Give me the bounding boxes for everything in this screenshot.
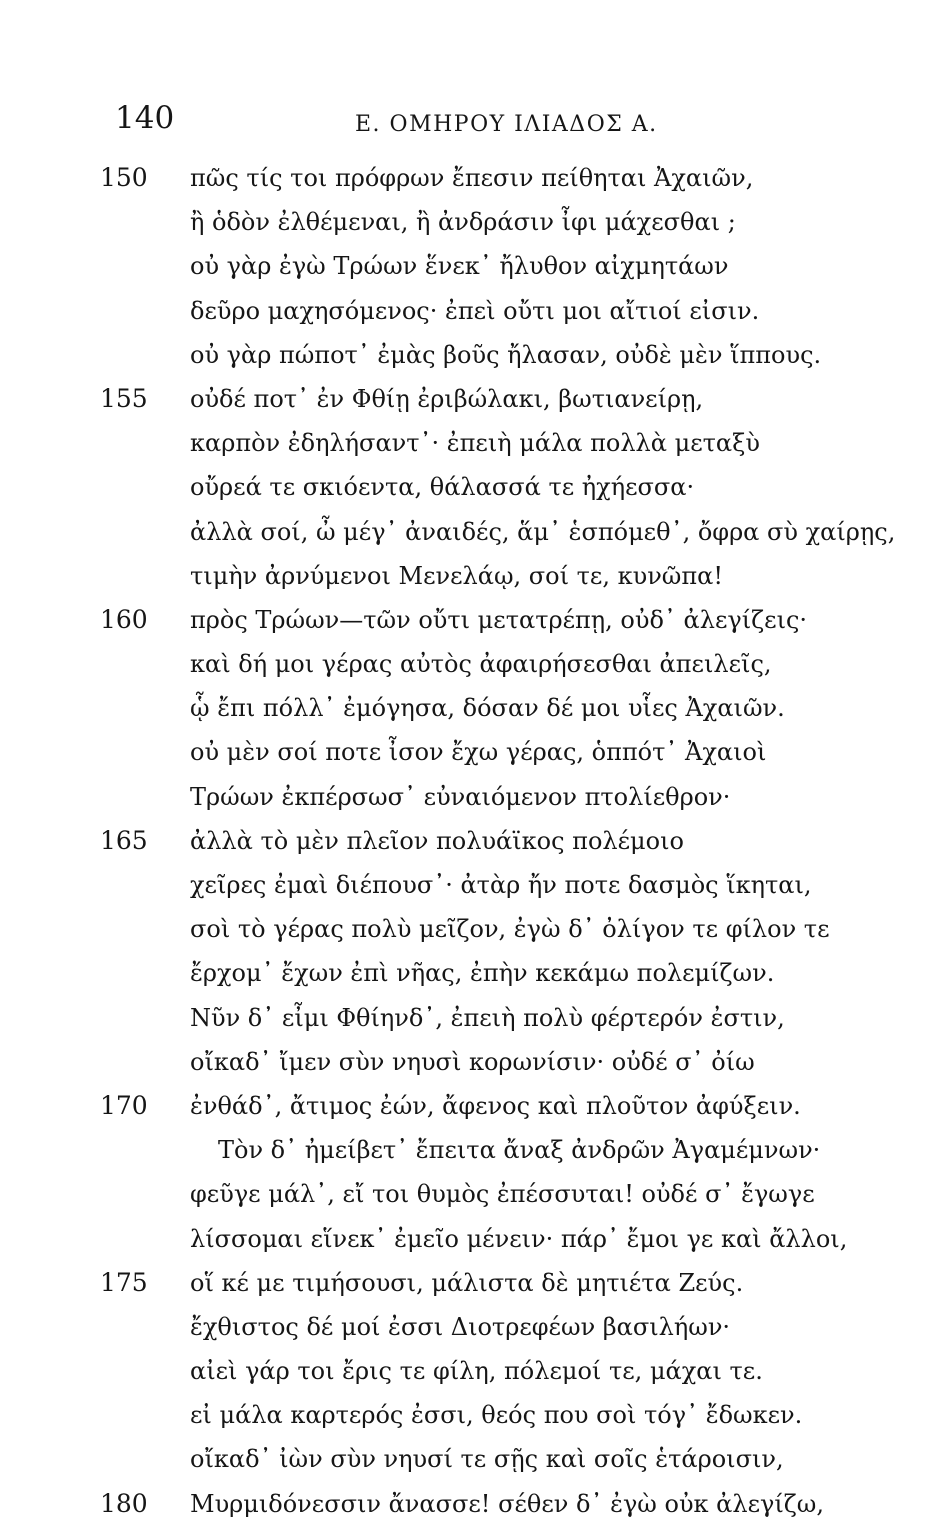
line-number: 165 [100,825,148,855]
verse-text: καὶ δή μοι γέρας αὐτὸς ἀφαιρήσεσθαι ἀπειλεῖς, [190,650,772,679]
verse-line [100,1305,820,1349]
verse-text: αἰεὶ γάρ τοι ἔρις τε φίλη, πόλεμοί τε, μάχαι τε. [190,1357,763,1386]
verse-line [100,1482,824,1526]
verse-line [100,1217,848,1261]
verse-line [100,377,820,421]
verse-line [100,1437,820,1481]
verse-text: οὔρεά τε σκιόεντα, θάλασσά τε ἠχήεσσα· [190,473,695,502]
page-header [115,100,695,150]
verse-text: οἵ κέ με τιμήσουσι, μάλιστα δὲ μητιέτα Ζεύς. [190,1268,744,1297]
page-number: 140 [115,100,175,136]
verse-text: λίσσομαι εἵνεκ᾽ ἐμεῖο μένειν· πάρ᾽ ἔμοι γε καὶ ἄλλοι, [190,1224,848,1253]
verse-line [100,156,820,200]
running-head: Ε. ΟΜΗΡΟΥ ΙΛΙΑΔΟΣ Α. [355,112,658,137]
line-number: 175 [100,1267,148,1297]
verse-text: ἔχθιστος δέ μοί ἐσσι Διοτρεφέων βασιλήων· [190,1312,731,1341]
verse-line [100,421,820,465]
verse-line [100,686,820,730]
verse-text: Τὸν δ᾽ ἠμείβετ᾽ ἔπειτα ἄναξ ἀνδρῶν Ἀγαμέμνων· [218,1136,821,1165]
verse-line [100,554,820,598]
verse-text: οἴκαδ᾽ ἰὼν σὺν νηυσί τε σῇς καὶ σοῖς ἑτάροισιν, [190,1445,784,1474]
verse-line [100,730,820,774]
verse-line [100,951,820,995]
verse-text: δεῦρο μαχησόμενος· ἐπεὶ οὔτι μοι αἴτιοί εἰσιν. [190,296,760,325]
verse-text: πρὸς Τρώων—τῶν οὔτι μετατρέπῃ, οὐδ᾽ ἀλεγίζεις· [190,605,808,634]
verse-text: πῶς τίς τοι πρόφρων ἔπεσιν πείθηται Ἀχαιῶν, [190,164,754,192]
line-number: 155 [100,383,148,413]
verse-text: εἰ μάλα καρτερός ἐσσι, θεός που σοὶ τόγ᾽ ἔδωκεν. [190,1401,803,1430]
verse-text: τιμὴν ἀρνύμενοι Μενελάῳ, σοί τε, κυνῶπα! [190,561,723,590]
verse-line [100,465,820,509]
verse-text: οὐ μὲν σοί ποτε ἶσον ἔχω γέρας, ὁππότ᾽ Ἀχαιοὶ [190,738,767,767]
line-number: 180 [100,1488,148,1518]
verse-line [100,1349,820,1393]
verse-text: καρπὸν ἐδηλήσαντ᾽· ἐπειὴ μάλα πολλὰ μεταξὺ [190,429,760,458]
verse-line [100,289,820,333]
verse-line [100,1261,820,1305]
verse-line [100,1084,820,1128]
verse-text: ἀλλὰ σοί, ὦ μέγ᾽ ἀναιδές, ἅμ᾽ ἑσπόμεθ᾽, ὄφρα σὺ χαίρῃς, [190,517,896,546]
verse-text: οἴκαδ᾽ ἴμεν σὺν νηυσὶ κορωνίσιν· οὐδέ σ᾽ ὀίω [190,1047,755,1076]
verse-text: οὐ γὰρ πώποτ᾽ ἐμὰς βοῦς ἤλασαν, οὐδὲ μὲν ἵππους. [190,340,822,369]
verse-block [100,156,896,1526]
verse-text: ἔρχομ᾽ ἔχων ἐπὶ νῆας, ἐπὴν κεκάμω πολεμίζων. [190,959,775,988]
verse-line [100,200,820,244]
verse-line [100,1040,820,1084]
verse-line [100,819,820,863]
verse-text: χεῖρες ἐμαὶ διέπουσ᾽· ἀτὰρ ἤν ποτε δασμὸς ἵκηται, [190,871,812,899]
verse-text: οὐδέ ποτ᾽ ἐν Φθίῃ ἐριβώλακι, βωτιανείρῃ, [190,384,704,413]
verse-line [100,510,896,554]
verse-text: ἢ ὁδὸν ἐλθέμεναι, ἢ ἀνδράσιν ἶφι μάχεσθαι ; [190,208,736,237]
verse-text: ἀλλὰ τὸ μὲν πλεῖον πολυάϊκος πολέμοιο [190,826,684,855]
verse-line [100,863,820,907]
verse-line [100,1172,820,1216]
verse-line [100,244,820,288]
verse-line [100,907,830,951]
verse-text: Μυρμιδόνεσσιν ἄνασσε! σέθεν δ᾽ ἐγὼ οὐκ ἀλεγίζω, [190,1489,824,1518]
verse-line [100,996,820,1040]
verse-line [100,775,820,819]
line-number: 160 [100,604,148,634]
verse-text: ᾧ ἔπι πόλλ᾽ ἐμόγησα, δόσαν δέ μοι υἷες Ἀχαιῶν. [190,694,785,723]
line-number: 170 [100,1090,148,1120]
verse-line [100,1128,820,1172]
verse-line [100,642,820,686]
verse-line [100,598,820,642]
verse-line [100,1393,820,1437]
verse-line [100,333,820,377]
line-number: 150 [100,163,148,192]
verse-text: ἐνθάδ᾽, ἄτιμος ἐών, ἄφενος καὶ πλοῦτον ἀφύξειν. [190,1091,801,1120]
verse-text: σοὶ τὸ γέρας πολὺ μεῖζον, ἐγὼ δ᾽ ὀλίγον τε φίλον τε [190,915,830,944]
verse-text: Τρώων ἐκπέρσωσ᾽ εὐναιόμενον πτολίεθρον· [190,782,731,811]
verse-text: οὐ γὰρ ἐγὼ Τρώων ἕνεκ᾽ ἤλυθον αἰχμητάων [190,252,729,281]
verse-text: φεῦγε μάλ᾽, εἴ τοι θυμὸς ἐπέσσυται! οὐδέ σ᾽ ἔγωγε [190,1180,815,1209]
verse-text: Νῦν δ᾽ εἶμι Φθίηνδ᾽, ἐπειὴ πολὺ φέρτερόν ἐστιν, [190,1003,785,1032]
